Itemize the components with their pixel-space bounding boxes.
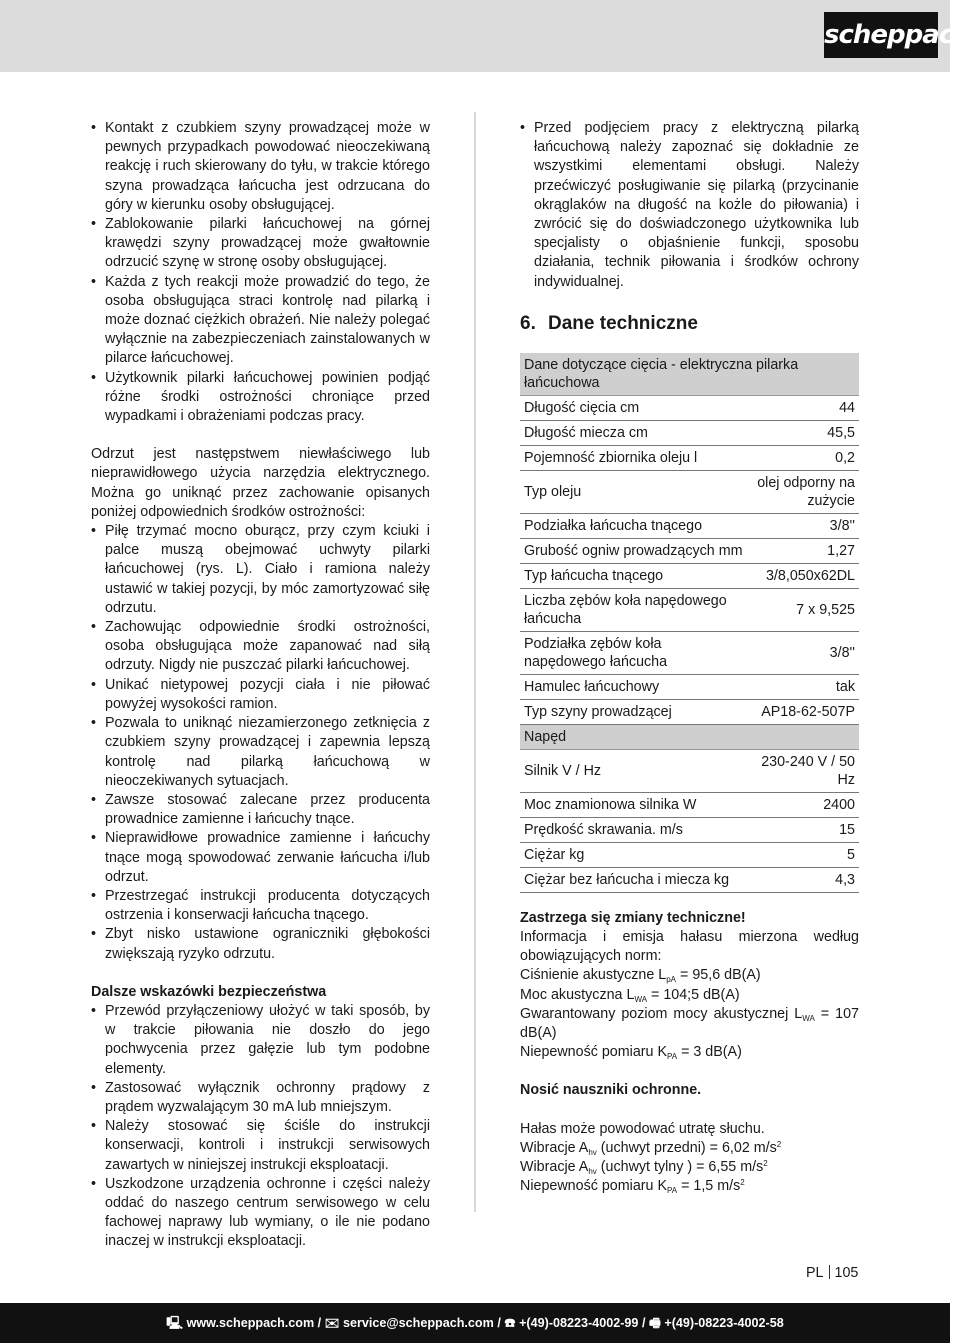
table-row <box>520 538 859 563</box>
footer-website[interactable]: www.scheppach.com <box>186 1316 315 1330</box>
list-item: • Kontakt z czubkiem szyny prowadzącej może w pewnych przypadkach powodować nieoczekiwaną reakcję i ruch skierowany do tyłu, w trakcie którego szyna prowadząca łańcucha jest odrzucana do góry w kierunku osoby obsługującej. <box>91 119 430 215</box>
left-column <box>91 119 430 1252</box>
table-row <box>520 395 859 420</box>
row-value: 2400 <box>747 792 859 817</box>
row-label: Silnik V / Hz <box>520 749 747 792</box>
row-label: Moc znamionowa silnika W <box>520 792 747 817</box>
row-value: 3/8'' <box>747 631 859 674</box>
footer-phone: +(49)-08223-4002-99 <box>519 1316 639 1330</box>
list-item: • Piłę trzymać mocno oburącz, przy czym kciuki i palce muszą obejmować uchwyty pilarki łańcuchowej (rys. L). Ciało i ramiona należy ustawić w takiej pozycji, by móc zamortyzować siłę odrzutu. <box>91 522 430 618</box>
row-label: Podziałka zębów koła napędowego łańcucha <box>520 631 747 674</box>
table-row <box>520 563 859 588</box>
row-value: 45,5 <box>747 420 859 445</box>
table-row <box>520 817 859 842</box>
noise-line: Niepewność pomiaru $K_{PA} = 3$ dB(A) <box>520 1044 742 1062</box>
vibration-line: Wibracje $A_{hv}$ (uchwyt przedni) = 6,02 $m/s^2$ <box>520 1139 782 1157</box>
page-num: 105 <box>834 1265 859 1281</box>
table-row <box>520 470 859 513</box>
row-label: Liczba zębów koła napędowego łańcucha <box>520 588 747 631</box>
row-value: 0,2 <box>747 445 859 470</box>
list-item: • Zachowując odpowiednie środki ostrożności, osoba obsługująca może zapanować nad siłą odrzuty. Nigdy nie puszczać pilarki łańcuchowej. <box>91 618 430 676</box>
list-item: • Pozwala to uniknąć niezamierzonego zetknięcia z czubkiem szyny prowadzącej i zapewnia lepszą kontrolę nad pilarką łańcuchową w nieoczekiwanych sytuacjach. <box>91 714 430 791</box>
table-group-header: Napęd <box>520 724 859 749</box>
row-label: Grubość ogniw prowadzących mm <box>520 538 747 563</box>
noise-line: Moc akustyczna $L_{WA}$ = 104;5 dB(A) <box>520 986 740 1004</box>
row-label: Hamulec łańcuchowy <box>520 674 747 699</box>
phone-icon: ☎ <box>504 1316 516 1330</box>
row-label: Podziałka łańcucha tnącego <box>520 513 747 538</box>
noise-line: Ciśnienie akustyczne $L_{pA} = 95,6$ dB(A) <box>520 967 761 985</box>
column-divider <box>474 112 476 1212</box>
list-item: • Przed podjęciem pracy z elektryczną pilarką łańcuchową należy zapoznać się dokładnie ze wszystkimi elementami obsługi. Należy przećwiczyć posługiwanie się pilarką (przycinanie okrąglaków na długość na kożle do piłowania) i zwrócić się do doświadczonego użytkownika lub specjalisty o objaśnienie funkcji, sposobu działania, technik piłowania i środków ochrony indywidualnej. <box>520 119 859 292</box>
ear-protection-note: Nosić nauszniki ochronne. <box>520 1082 702 1099</box>
row-value: 1,27 <box>747 538 859 563</box>
technical-changes-note: Zastrzega się zmiany techniczne! <box>520 909 746 926</box>
list-item: • Zablokowanie pilarki łańcuchowej na górnej krawędzi szyny prowadzącej może gwałtownie odrzucić szynę w stronę osoby obsługującej. <box>91 215 430 273</box>
list-item: • Nieprawidłowe prowadnice zamienne i łańcuchy tnące mogą spowodować zerwanie łańcucha i/lub odrzut. <box>91 829 430 887</box>
safety-list <box>91 1002 430 1252</box>
vibration-line: Wibracje $A_{hv}$ (uchwyt tylny ) = 6,55 $m/s^2$ <box>520 1159 768 1177</box>
list-item: • Zastosować wyłącznik ochronny prądowy z prądem wyzwalającym 30 mA lub mniejszym. <box>91 1079 430 1117</box>
kickback-paragraph: Odrzut jest następstwem niewłaściwego lub nieprawidłowego użycia narzędzia elektrycznego. Można go uniknąć przez zachowanie opisanych poniżej odpowiednich środków ostrożności: <box>91 446 430 520</box>
table-row <box>520 749 859 792</box>
row-value: 44 <box>747 395 859 420</box>
language-code: PL <box>806 1265 824 1281</box>
row-label: Ciężar kg <box>520 842 747 867</box>
row-value: 7 x 9,525 <box>747 588 859 631</box>
hearing-warning: Hałas może powodować utratę słuchu. <box>520 1120 765 1137</box>
list-item: • Zawsze stosować zalecane przez producenta prowadnice zamienne i łańcuchy tnące. <box>91 791 430 829</box>
footer-email[interactable]: service@scheppach.com <box>342 1316 494 1330</box>
table-group-header: Dane dotyczące cięcia - elektryczna pilarka łańcuchowa <box>520 353 859 396</box>
list-item: • Przewód przyłączeniowy ułożyć w taki sposób, by w trakcie piłowania nie doszło do jego pochwycenia przez gałęzie lub tym podobne elementy. <box>91 1002 430 1079</box>
row-label: Prędkość skrawania. m/s <box>520 817 747 842</box>
table-row <box>520 420 859 445</box>
row-value: tak <box>747 674 859 699</box>
row-value: 4,3 <box>747 867 859 892</box>
row-label: Długość miecza cm <box>520 420 747 445</box>
envelope-icon: ✉ <box>324 1316 340 1330</box>
fax-icon: 🖷 <box>648 1316 661 1330</box>
table-row <box>520 842 859 867</box>
row-value: AP18-62-507P <box>747 699 859 724</box>
noise-intro: Informacja i emisja hałasu mierzona według obowiązujących norm: <box>520 929 859 965</box>
kickback-list <box>91 119 430 426</box>
row-label: Typ oleju <box>520 470 747 513</box>
row-label: Długość cięcia cm <box>520 395 747 420</box>
table-row <box>520 867 859 892</box>
row-label: Typ szyny prowadzącej <box>520 699 747 724</box>
row-value: 230-240 V / 50 Hz <box>747 749 859 792</box>
list-item: • Uszkodzone urządzenia ochronne i części należy oddać do naszego centrum serwisowego w celu fachowej naprawy lub wymiany, o ile nie podano inaczej w instrukcji eksploatacji. <box>91 1175 430 1252</box>
row-value: 3/8,050x62DL <box>747 563 859 588</box>
table-row <box>520 445 859 470</box>
footer-bar: 🖳 www.scheppach.com / ✉ service@scheppach.com / ☎ +(49)-08223-4002-99 / 🖷 +(49)-08223-4002-58 <box>0 1303 950 1343</box>
noise-line: Gwarantowany poziom mocy akustycznej $L_{WA} = 107$ dB(A) <box>520 1005 859 1042</box>
row-value: 5 <box>747 842 859 867</box>
tech-data-table <box>520 353 859 893</box>
scheppach-logo: scheppach <box>824 12 938 58</box>
row-label: Ciężar bez łańcucha i miecza kg <box>520 867 747 892</box>
list-item: • Unikać nietypowej pozycji ciała i nie piłować powyżej wysokości ramion. <box>91 676 430 714</box>
list-item: • Przestrzegać instrukcji producenta dotyczących ostrzenia i konserwacji łańcucha tnącego. <box>91 887 430 925</box>
table-row <box>520 588 859 631</box>
header-bar <box>0 0 971 72</box>
intro-list <box>520 119 859 292</box>
list-item: • Należy stosować się ściśle do instrukcji konserwacji, kontroli i instrukcji serwisowych zawartych w niniejszej instrukcji eksploatacji. <box>91 1117 430 1175</box>
row-label: Typ łańcucha tnącego <box>520 563 747 588</box>
row-value: 3/8'' <box>747 513 859 538</box>
list-item: • Każda z tych reakcji może prowadzić do tego, że osoba obsługująca straci kontrolę nad pilarką i może doznać ciężkich obrażeń. Nie należy polegać wyłącznie na zabezpieczeniach zainstalowanych w pilarce łańcuchowej. <box>91 273 430 369</box>
section-title-text: Dane techniczne <box>548 312 698 334</box>
table-row <box>520 792 859 817</box>
section-number: 6. <box>520 312 536 334</box>
section-title <box>520 312 859 336</box>
table-row <box>520 674 859 699</box>
computer-icon: 🖳 <box>166 1316 184 1330</box>
precautions-list <box>91 522 430 964</box>
list-item: • Użytkownik pilarki łańcuchowej powinien podjąć różne środki ostrożności chroniące przed wypadkami i obrażeniami podczas pracy. <box>91 369 430 427</box>
right-column <box>520 119 859 1196</box>
table-row <box>520 631 859 674</box>
row-value: 15 <box>747 817 859 842</box>
table-row <box>520 699 859 724</box>
page-number <box>806 1265 858 1281</box>
row-value: olej odporny na zużycie <box>747 470 859 513</box>
vibration-line: Niepewność pomiaru $K_{PA} = 1,5$ $m/s^2$ <box>520 1178 745 1196</box>
footer-fax: +(49)-08223-4002-58 <box>664 1316 784 1330</box>
safety-heading: Dalsze wskazówki bezpieczeństwa <box>91 983 327 1000</box>
list-item: • Zbyt nisko ustawione ograniczniki głębokości zwiększają ryzyko odrzutu. <box>91 925 430 963</box>
table-row <box>520 513 859 538</box>
row-label: Pojemność zbiornika oleju l <box>520 445 747 470</box>
